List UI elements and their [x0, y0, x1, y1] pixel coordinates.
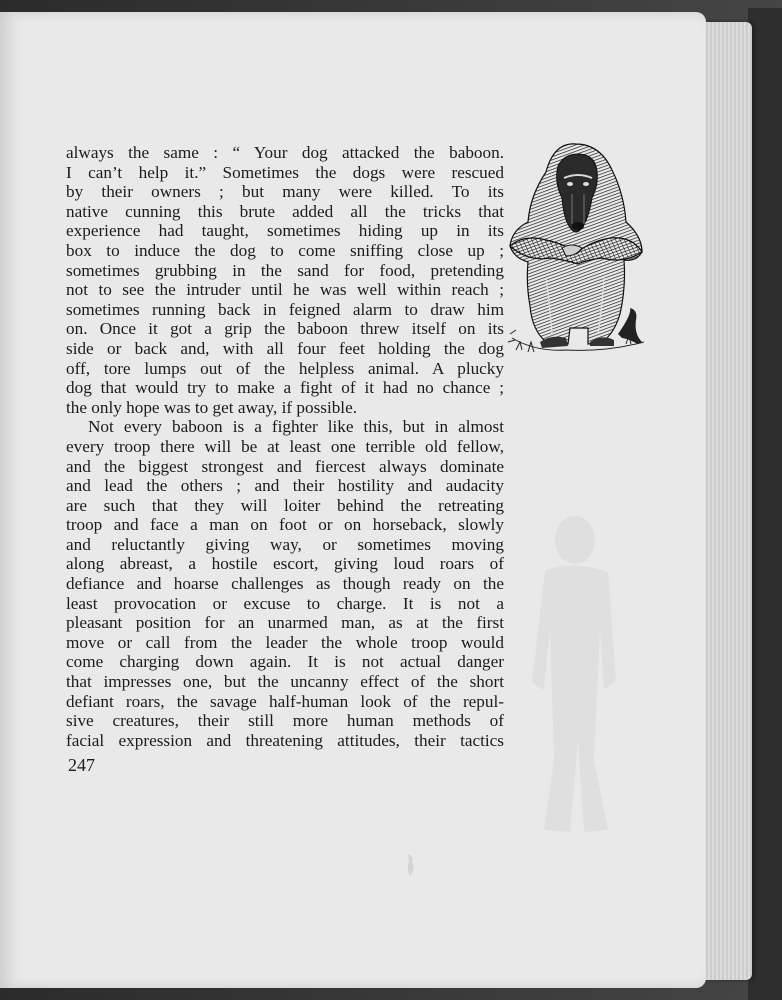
text-line: come charging down again. It is not actual danger — [66, 652, 504, 672]
text-line: every troop there will be at least one terrible old fellow, — [66, 436, 504, 456]
text-line: the only hope was to get away, if possible. — [66, 397, 358, 417]
text-line: always the same : “ Your dog attacked the baboon. — [66, 143, 504, 162]
text-line: I can’t help it.” Sometimes the dogs were rescued — [66, 162, 504, 182]
text-line: not to see the intruder until he was well within reach ; — [66, 280, 504, 300]
text-line: and lead the others ; and their hostility and audacity — [66, 476, 504, 496]
text-line: sometimes grubbing in the sand for food, pretending — [66, 260, 504, 280]
text-line: side or back and, with all four feet holding the dog — [66, 338, 504, 358]
text-line: pleasant position for an unarmed man, as at the first — [66, 613, 504, 633]
text-line: sometimes running back in feigned alarm to draw him — [66, 299, 504, 319]
text-line: off, tore lumps out of the helpless animal. A plucky — [66, 358, 504, 378]
text-line: move or call from the leader the whole troop would — [66, 632, 504, 652]
text-line: by their owners ; but many were killed. To its — [66, 182, 504, 202]
text-line: Not every baboon is a fighter like this, but in almost — [88, 417, 504, 437]
book-cover-edge — [748, 8, 782, 1000]
text-line: sive creatures, their still more human methods of — [66, 711, 504, 731]
text-line: are such that they will loiter behind the retreating — [66, 495, 504, 515]
text-line: and the biggest strongest and fiercest always dominate — [66, 456, 504, 476]
page-number: 247 — [68, 755, 95, 775]
text-line: on. Once it got a grip the baboon threw itself on its — [66, 319, 504, 339]
text-line: facial expression and threatening attitudes, their tactics — [66, 730, 504, 750]
text-line: dog that would try to make a fight of it had no chance ; — [66, 378, 504, 398]
text-line: defiant roars, the savage half-human look of the repul- — [66, 691, 504, 711]
text-line: native cunning this brute added all the tricks that — [66, 201, 504, 221]
show-through-figure — [520, 510, 630, 840]
text-line: least provocation or excuse to charge. It is not a — [66, 593, 504, 613]
body-text — [66, 143, 504, 750]
text-line: along abreast, a hostile escort, giving loud roars of — [66, 554, 504, 574]
baboon-illustration-icon — [506, 138, 650, 370]
text-line: defiance and hoarse challenges as though ready on the — [66, 574, 504, 594]
text-line: troop and face a man on foot or on horseback, slowly — [66, 515, 504, 535]
text-line: and reluctantly giving way, or sometimes moving — [66, 534, 504, 554]
paper-blemish — [404, 852, 418, 878]
text-line: experience had taught, sometimes hiding up in its — [66, 221, 504, 241]
text-line: that impresses one, but the uncanny effect of the short — [66, 672, 504, 692]
text-line: box to induce the dog to come sniffing close up ; — [66, 240, 504, 260]
